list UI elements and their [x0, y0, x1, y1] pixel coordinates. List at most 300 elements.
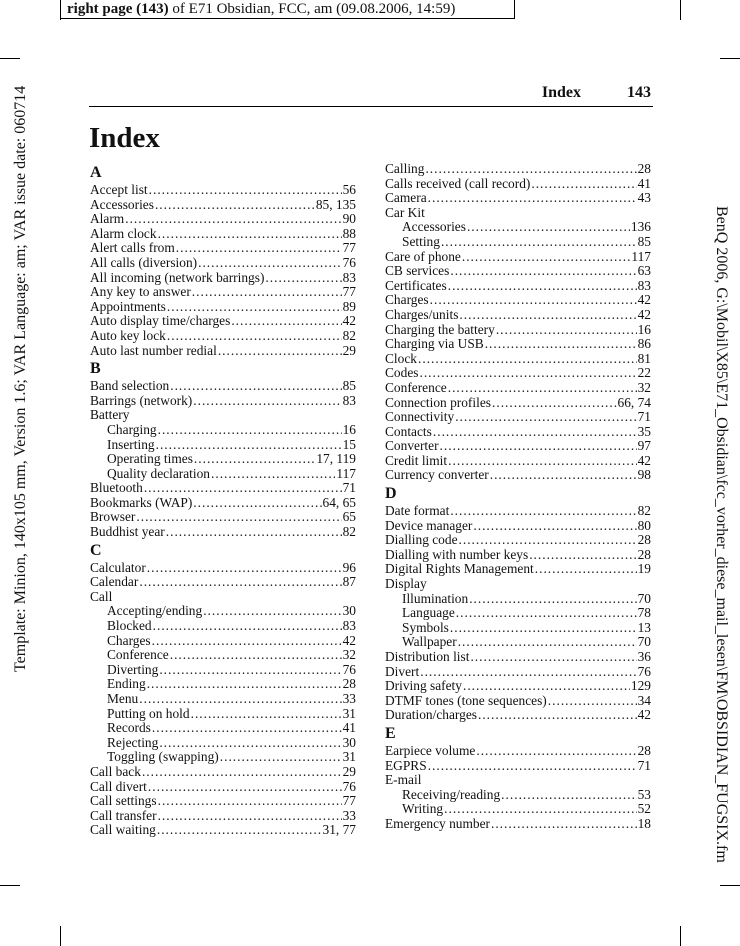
- index-term: Rejecting: [107, 734, 159, 750]
- dot-leader: [176, 241, 342, 256]
- index-term: Care of phone: [385, 248, 461, 264]
- dot-leader: [231, 314, 341, 329]
- index-entry: [90, 823, 356, 838]
- index-term: Receiving/reading: [402, 786, 501, 802]
- index-entry: [90, 510, 356, 525]
- index-page-numbers: 43: [637, 190, 651, 206]
- index-page-numbers: 42: [637, 707, 651, 723]
- index-entry: [385, 162, 651, 177]
- dot-leader: [485, 337, 637, 352]
- index-term: Writing: [402, 801, 444, 817]
- index-page-numbers: 83: [342, 269, 356, 285]
- index-page-numbers: 42: [637, 452, 651, 468]
- index-term: Call divert: [90, 778, 147, 794]
- index-term: Charges: [107, 632, 151, 648]
- index-term: Display: [385, 576, 427, 592]
- index-entry: [385, 665, 651, 680]
- index-page-numbers: 77: [342, 793, 356, 809]
- index-term: Wallpaper: [402, 634, 457, 650]
- index-page-numbers: 77: [342, 284, 356, 300]
- index-page-numbers: 76: [637, 663, 651, 679]
- index-term: Putting on hold: [107, 705, 190, 721]
- index-entry: [90, 314, 356, 329]
- dot-leader: [218, 344, 342, 359]
- index-page-numbers: 71: [637, 409, 651, 425]
- index-term: Any key to answer: [90, 284, 191, 300]
- index-page-numbers: 42: [342, 632, 356, 648]
- dot-leader: [492, 396, 617, 411]
- index-entry: [90, 496, 356, 511]
- index-entry: [385, 504, 651, 519]
- index-term: Certificates: [385, 277, 447, 293]
- dot-leader: [157, 823, 322, 838]
- index-subentry: [90, 438, 356, 453]
- dot-leader: [462, 250, 631, 265]
- index-entry: [385, 396, 651, 411]
- index-page-numbers: 80: [637, 517, 651, 533]
- dot-leader: [152, 634, 342, 649]
- dot-leader: [203, 604, 341, 619]
- index-term: Conference: [385, 379, 447, 395]
- index-entry: [385, 337, 651, 352]
- dot-leader: [430, 293, 637, 308]
- dot-leader: [444, 802, 636, 817]
- index-letter-heading: D: [385, 485, 397, 503]
- index-term: DTMF tones (tone sequences): [385, 692, 547, 708]
- index-term: Buddhist year: [90, 524, 165, 540]
- index-term: Connectivity: [385, 409, 455, 425]
- index-term: All incoming (network barrings): [90, 269, 265, 285]
- index-page-numbers: 129: [630, 678, 651, 694]
- index-term: CB services: [385, 263, 450, 279]
- index-page-numbers: 83: [637, 277, 651, 293]
- index-term: Operating times: [107, 451, 193, 467]
- index-page-numbers: 28: [637, 742, 651, 758]
- crop-mark: [720, 58, 740, 59]
- index-entry: [90, 379, 356, 394]
- index-page-numbers: 42: [637, 292, 651, 308]
- index-entry: [90, 212, 356, 227]
- index-column-left: [90, 162, 356, 838]
- dot-leader: [139, 575, 341, 590]
- index-term: Diverting: [107, 661, 159, 677]
- dot-leader: [170, 648, 342, 663]
- index-subentry: [385, 220, 651, 235]
- index-term: Alert calls from: [90, 240, 175, 256]
- index-page-numbers: 82: [342, 524, 356, 540]
- running-head-title: Index: [541, 84, 581, 101]
- index-term: Charging: [107, 421, 157, 437]
- index-letter-heading: B: [90, 360, 101, 378]
- index-term: Clock: [385, 350, 417, 366]
- index-page-numbers: 28: [637, 546, 651, 562]
- dot-leader: [456, 606, 637, 621]
- index-letter-heading: E: [385, 724, 396, 742]
- index-page-numbers: 36: [637, 649, 651, 664]
- index-page-numbers: 85, 135: [315, 196, 356, 212]
- index-term: Call: [90, 588, 113, 604]
- print-header-info: of E71 Obsidian, FCC, am (09.08.2006, 14:59): [168, 1, 456, 17]
- index-entry: [385, 650, 651, 665]
- index-term: Bookmarks (WAP): [90, 494, 193, 510]
- dot-leader: [448, 381, 637, 396]
- index-entry: [385, 250, 651, 265]
- index-subentry: [90, 423, 356, 438]
- index-subentry: [90, 604, 356, 619]
- index-term: All calls (diversion): [90, 254, 198, 270]
- index-entry: [90, 408, 356, 423]
- index-page-numbers: 31, 77: [322, 822, 356, 838]
- index-entry: [385, 577, 651, 592]
- print-header: [60, 0, 515, 19]
- index-page-numbers: 76: [342, 661, 356, 677]
- index-entry: [90, 765, 356, 780]
- index-term: Device manager: [385, 517, 473, 533]
- print-header-page: right page (143): [67, 1, 169, 17]
- index-page-numbers: 15: [342, 436, 356, 452]
- dot-leader: [441, 235, 637, 250]
- index-entry: [90, 809, 356, 824]
- index-page-numbers: 28: [637, 161, 651, 176]
- index-page-numbers: 63: [637, 263, 651, 279]
- index-subentry: [90, 677, 356, 692]
- index-term: Appointments: [90, 298, 166, 314]
- dot-leader: [170, 379, 341, 394]
- index-term: EGPRS: [385, 757, 427, 773]
- index-letter-heading: A: [90, 164, 102, 181]
- index-term: Setting: [402, 233, 440, 249]
- dot-leader: [529, 548, 636, 563]
- dot-leader: [476, 744, 636, 759]
- dot-leader: [478, 708, 637, 723]
- file-path-info: BenQ 2006, G:\Mobil\X85\E71_Obsidian\fcc_vorher_diese_mail_lesen\FM\OBSIDIAN_FUGSIX.fm: [713, 206, 730, 863]
- index-entry: [90, 241, 356, 256]
- index-entry: [90, 329, 356, 344]
- index-subentry: [385, 606, 651, 621]
- dot-leader: [428, 759, 637, 774]
- index-term: Digital Rights Management: [385, 561, 534, 577]
- dot-leader: [142, 765, 342, 780]
- index-entry: [90, 285, 356, 300]
- index-term: Quality declaration: [107, 465, 210, 481]
- index-entry: [385, 759, 651, 774]
- dot-leader: [158, 809, 342, 824]
- index-entry: [90, 271, 356, 286]
- index-term: Codes: [385, 365, 419, 381]
- dot-leader: [455, 410, 636, 425]
- index-page-numbers: 33: [342, 807, 356, 823]
- index-term: Call settings: [90, 793, 157, 809]
- dot-leader: [469, 592, 636, 607]
- index-page-numbers: 42: [637, 306, 651, 322]
- index-subentry: [90, 634, 356, 649]
- index-page-numbers: 83: [342, 392, 356, 408]
- dot-leader: [531, 177, 636, 192]
- index-entry: [90, 780, 356, 795]
- index-subentry: [385, 235, 651, 250]
- dot-leader: [194, 452, 315, 467]
- index-entry: [90, 394, 356, 409]
- dot-leader: [139, 692, 341, 707]
- index-term: Symbols: [402, 619, 449, 635]
- running-head: [89, 84, 653, 106]
- index-term: Call back: [90, 763, 141, 779]
- index-term: Emergency number: [385, 815, 490, 831]
- dot-leader: [450, 621, 637, 636]
- dot-leader: [470, 650, 636, 665]
- index-page-numbers: 77: [342, 240, 356, 256]
- index-subentry: [385, 621, 651, 636]
- template-info: Template: Minion, 140x105 mm, Version 1.6; VAR Language: am; VAR issue date: 060714: [12, 85, 29, 672]
- index-page-numbers: 98: [637, 467, 651, 483]
- dot-leader: [473, 519, 636, 534]
- index-term: Auto last number redial: [90, 342, 217, 358]
- index-page-numbers: 82: [637, 503, 651, 519]
- index-page-numbers: 117: [336, 465, 356, 481]
- index-page-numbers: 71: [637, 757, 651, 773]
- index-entry: [385, 773, 651, 788]
- index-subentry: [90, 663, 356, 678]
- index-term: Contacts: [385, 423, 432, 439]
- index-term: Dialling with number keys: [385, 546, 529, 562]
- index-term: Bluetooth: [90, 480, 143, 496]
- index-page-numbers: 42: [342, 313, 356, 329]
- index-term: Accept list: [90, 182, 148, 197]
- index-page-numbers: 29: [342, 763, 356, 779]
- index-term: Charges: [385, 292, 429, 308]
- index-term: Blocked: [107, 618, 152, 634]
- dot-leader: [148, 780, 342, 795]
- index-page-numbers: 78: [637, 605, 651, 621]
- index-entry: [385, 468, 651, 483]
- index-page-numbers: 53: [637, 786, 651, 802]
- dot-leader: [191, 707, 342, 722]
- index-page-numbers: 71: [342, 480, 356, 496]
- index-subentry: [385, 635, 651, 650]
- page-title: Index: [89, 122, 160, 154]
- index-subentry: [385, 592, 651, 607]
- index-page-numbers: 16: [342, 421, 356, 437]
- index-term: Charging the battery: [385, 321, 495, 337]
- index-term: Records: [107, 720, 151, 736]
- dot-leader: [458, 635, 637, 650]
- index-page-numbers: 76: [342, 254, 356, 270]
- index-page-numbers: 41: [342, 720, 356, 736]
- dot-leader: [158, 794, 342, 809]
- index-page-numbers: 52: [637, 801, 651, 817]
- index-page-numbers: 90: [342, 211, 356, 227]
- index-page-numbers: 30: [342, 734, 356, 750]
- index-entry: [385, 817, 651, 832]
- index-entry: [385, 366, 651, 381]
- index-entry: [90, 183, 356, 198]
- index-entry: [90, 198, 356, 213]
- dot-leader: [450, 504, 636, 519]
- index-page-numbers: 30: [342, 603, 356, 619]
- index-page-numbers: 70: [637, 590, 651, 606]
- index-term: Ending: [107, 676, 146, 692]
- index-subentry: [90, 736, 356, 751]
- index-page-numbers: 33: [342, 691, 356, 706]
- index-entry: [385, 694, 651, 709]
- dot-leader: [433, 425, 637, 440]
- index-subentry: [90, 721, 356, 736]
- dot-leader: [158, 423, 342, 438]
- index-entry: [90, 227, 356, 242]
- index-entry: [385, 679, 651, 694]
- index-page-numbers: 83: [342, 618, 356, 634]
- index-page-numbers: 81: [637, 350, 651, 366]
- dot-leader: [459, 533, 637, 548]
- dot-leader: [167, 300, 342, 315]
- dot-leader: [144, 481, 342, 496]
- index-term: Menu: [107, 691, 139, 706]
- dot-leader: [418, 352, 637, 367]
- dot-leader: [147, 677, 342, 692]
- dot-leader: [136, 510, 341, 525]
- index-entry: [385, 177, 651, 192]
- dot-leader: [448, 279, 637, 294]
- index-term: Charges/units: [385, 306, 459, 322]
- index-page-numbers: 34: [637, 692, 651, 708]
- index-term: Calculator: [90, 559, 146, 575]
- index-entry: [385, 744, 651, 759]
- index-entry: [385, 533, 651, 548]
- index-entry: [385, 264, 651, 279]
- index-entry: [90, 561, 356, 576]
- index-term: Calendar: [90, 574, 139, 590]
- index-page-numbers: 22: [637, 365, 651, 381]
- index-subentry: [385, 802, 651, 817]
- dot-leader: [192, 285, 342, 300]
- dot-leader: [167, 329, 342, 344]
- dot-leader: [490, 468, 637, 483]
- index-entry: [385, 293, 651, 308]
- index-page-numbers: 85: [342, 378, 356, 394]
- index-term: Accepting/ending: [107, 603, 203, 619]
- index-term: Auto key lock: [90, 327, 166, 343]
- index-page-numbers: 35: [637, 423, 651, 439]
- dot-leader: [149, 183, 342, 198]
- index-term: Barrings (network): [90, 392, 193, 408]
- index-page-numbers: 97: [637, 438, 651, 454]
- index-page-numbers: 70: [637, 634, 651, 650]
- index-page-numbers: 28: [342, 676, 356, 692]
- index-term: Illumination: [402, 590, 469, 606]
- index-entry: [385, 519, 651, 534]
- dot-leader: [159, 663, 341, 678]
- index-page-numbers: 29: [342, 342, 356, 358]
- index-term: Call waiting: [90, 822, 156, 838]
- index-subentry: [90, 692, 356, 707]
- index-entry: [90, 525, 356, 540]
- dot-leader: [448, 454, 636, 469]
- index-entry: [385, 206, 651, 221]
- dot-leader: [193, 394, 341, 409]
- index-term: Inserting: [107, 436, 155, 452]
- index-subentry: [90, 750, 356, 765]
- dot-leader: [125, 212, 341, 227]
- dot-leader: [147, 561, 342, 576]
- index-term: Auto display time/charges: [90, 313, 231, 329]
- index-page-numbers: 19: [637, 561, 651, 577]
- dot-leader: [425, 162, 636, 177]
- index-term: Dialling code: [385, 532, 458, 548]
- dot-leader: [440, 439, 637, 454]
- index-term: Alarm: [90, 211, 125, 227]
- crop-mark: [0, 58, 20, 59]
- index-page-numbers: 87: [342, 574, 356, 590]
- index-term: Band selection: [90, 378, 170, 394]
- index-page-numbers: 65: [342, 509, 356, 525]
- dot-leader: [159, 736, 341, 751]
- index-entry: [385, 454, 651, 469]
- index-term: Alarm clock: [90, 225, 157, 241]
- index-entry: [90, 575, 356, 590]
- crop-mark: [0, 885, 20, 886]
- crop-mark: [680, 926, 681, 946]
- index-page-numbers: 96: [342, 559, 356, 575]
- index-term: Converter: [385, 438, 439, 454]
- dot-leader: [501, 788, 636, 803]
- index-subentry: [90, 648, 356, 663]
- index-entry: [385, 191, 651, 206]
- index-term: Connection profiles: [385, 394, 491, 410]
- index-page-numbers: 117: [631, 248, 651, 264]
- dot-leader: [220, 750, 342, 765]
- index-entry: [385, 425, 651, 440]
- dot-leader: [152, 721, 342, 736]
- index-page-numbers: 88: [342, 225, 356, 241]
- index-entry: [90, 481, 356, 496]
- index-entry: [90, 256, 356, 271]
- index-subentry: [90, 452, 356, 467]
- dot-leader: [463, 679, 630, 694]
- crop-mark: [60, 926, 61, 946]
- index-page-numbers: 31: [342, 749, 356, 765]
- index-page-numbers: 18: [637, 815, 651, 831]
- index-entry: [385, 410, 651, 425]
- index-page-numbers: 82: [342, 327, 356, 343]
- index-page-numbers: 31: [342, 705, 356, 721]
- index-term: Currency converter: [385, 467, 489, 483]
- index-term: Date format: [385, 503, 450, 519]
- index-term: Distribution list: [385, 649, 470, 664]
- index-entry: [385, 323, 651, 338]
- index-subentry: [90, 467, 356, 482]
- dot-leader: [496, 323, 637, 338]
- index-subentry: [90, 619, 356, 634]
- index-term: Earpiece volume: [385, 742, 476, 758]
- index-term: Charging via USB: [385, 336, 484, 352]
- index-subentry: [385, 788, 651, 803]
- index-page-numbers: 28: [637, 532, 651, 548]
- index-term: Driving safety: [385, 678, 462, 694]
- index-term: Calling: [385, 161, 425, 176]
- index-entry: [90, 794, 356, 809]
- dot-leader: [198, 256, 342, 271]
- index-page-numbers: 89: [342, 298, 356, 314]
- index-page-numbers: 32: [637, 379, 651, 395]
- index-entry: [385, 308, 651, 323]
- index-entry: [385, 439, 651, 454]
- index-term: Calls received (call record): [385, 175, 531, 191]
- dot-leader: [491, 817, 637, 832]
- index-entry: [90, 344, 356, 359]
- index-term: Battery: [90, 407, 130, 423]
- index-entry: [385, 381, 651, 396]
- dot-leader: [535, 562, 637, 577]
